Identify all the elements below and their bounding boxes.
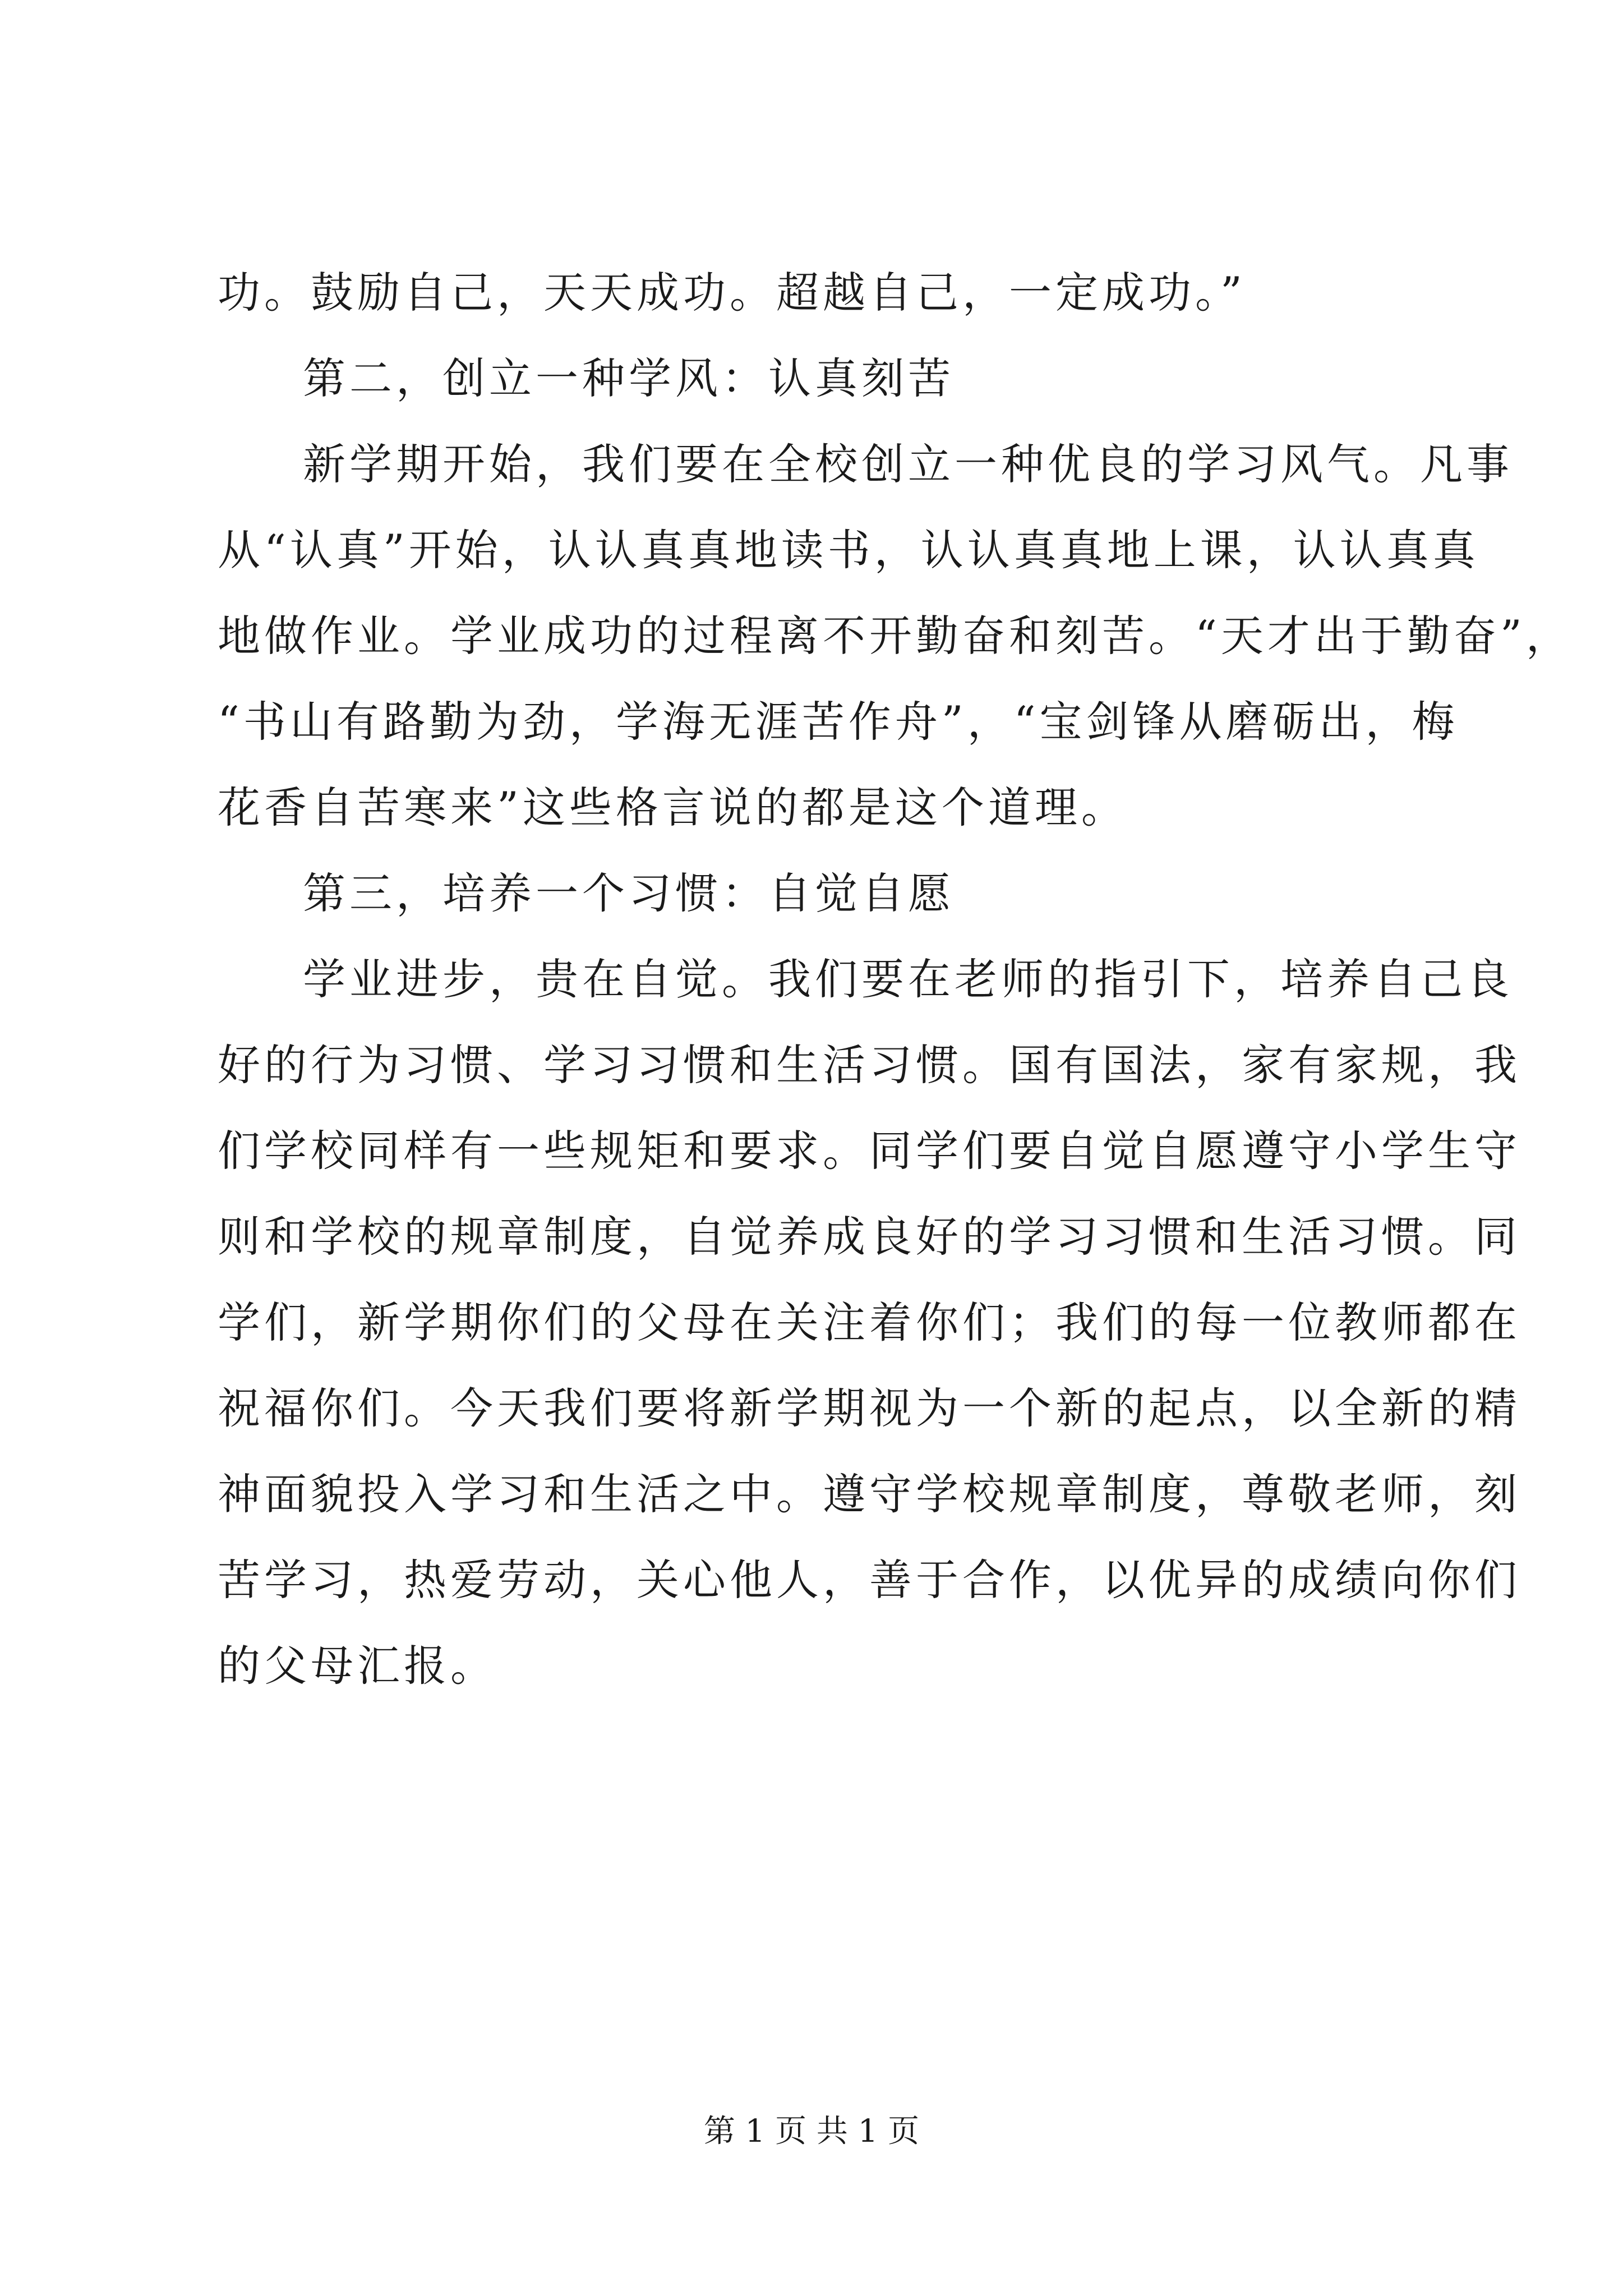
body-line: 祝福你们。今天我们要将新学期视为一个新的起点，以全新的精 — [218, 1383, 1521, 1433]
body-line: 学业进步，贵在自觉。我们要在老师的指引下，培养自己良 — [303, 954, 1513, 1004]
body-line: 苦学习，热爱劳动，关心他人，善于合作，以优异的成绩向你们 — [218, 1555, 1521, 1605]
body-line: 的父母汇报。 — [218, 1641, 497, 1691]
body-line: 地做作业。学业成功的过程离不开勤奋和刻苦。“天才出于勤奋”， — [218, 611, 1573, 661]
body-line: 功。鼓励自己，天天成功。超越自己，一定成功。” — [218, 268, 1246, 318]
body-line: 好的行为习惯、学习习惯和生活习惯。国有国法，家有家规，我 — [218, 1040, 1521, 1090]
section-heading: 第三，培养一个习惯：自觉自愿 — [303, 868, 955, 918]
document-body — [218, 250, 1573, 1709]
body-line: “书山有路勤为劲，学海无涯苦作舟”，“宝剑锋从磨砺出，梅 — [218, 697, 1459, 747]
body-line: 新学期开始，我们要在全校创立一种优良的学习风气。凡事 — [303, 439, 1513, 489]
body-line: 神面貌投入学习和生活之中。遵守学校规章制度，尊敬老师，刻 — [218, 1469, 1521, 1519]
body-line: 从“认真”开始，认认真真地读书，认认真真地上课，认认真真 — [218, 525, 1479, 575]
body-line: 花香自苦寒来”这些格言说的都是这个道理。 — [218, 783, 1128, 832]
section-heading: 第二，创立一种学风：认真刻苦 — [303, 353, 955, 403]
body-line: 学们，新学期你们的父母在关注着你们；我们的每一位教师都在 — [218, 1297, 1521, 1347]
page-footer: 第 1 页 共 1 页 — [703, 2113, 920, 2150]
body-line: 则和学校的规章制度，自觉养成良好的学习习惯和生活习惯。同 — [218, 1212, 1521, 1262]
body-line: 们学校同样有一些规矩和要求。同学们要自觉自愿遵守小学生守 — [218, 1126, 1521, 1176]
